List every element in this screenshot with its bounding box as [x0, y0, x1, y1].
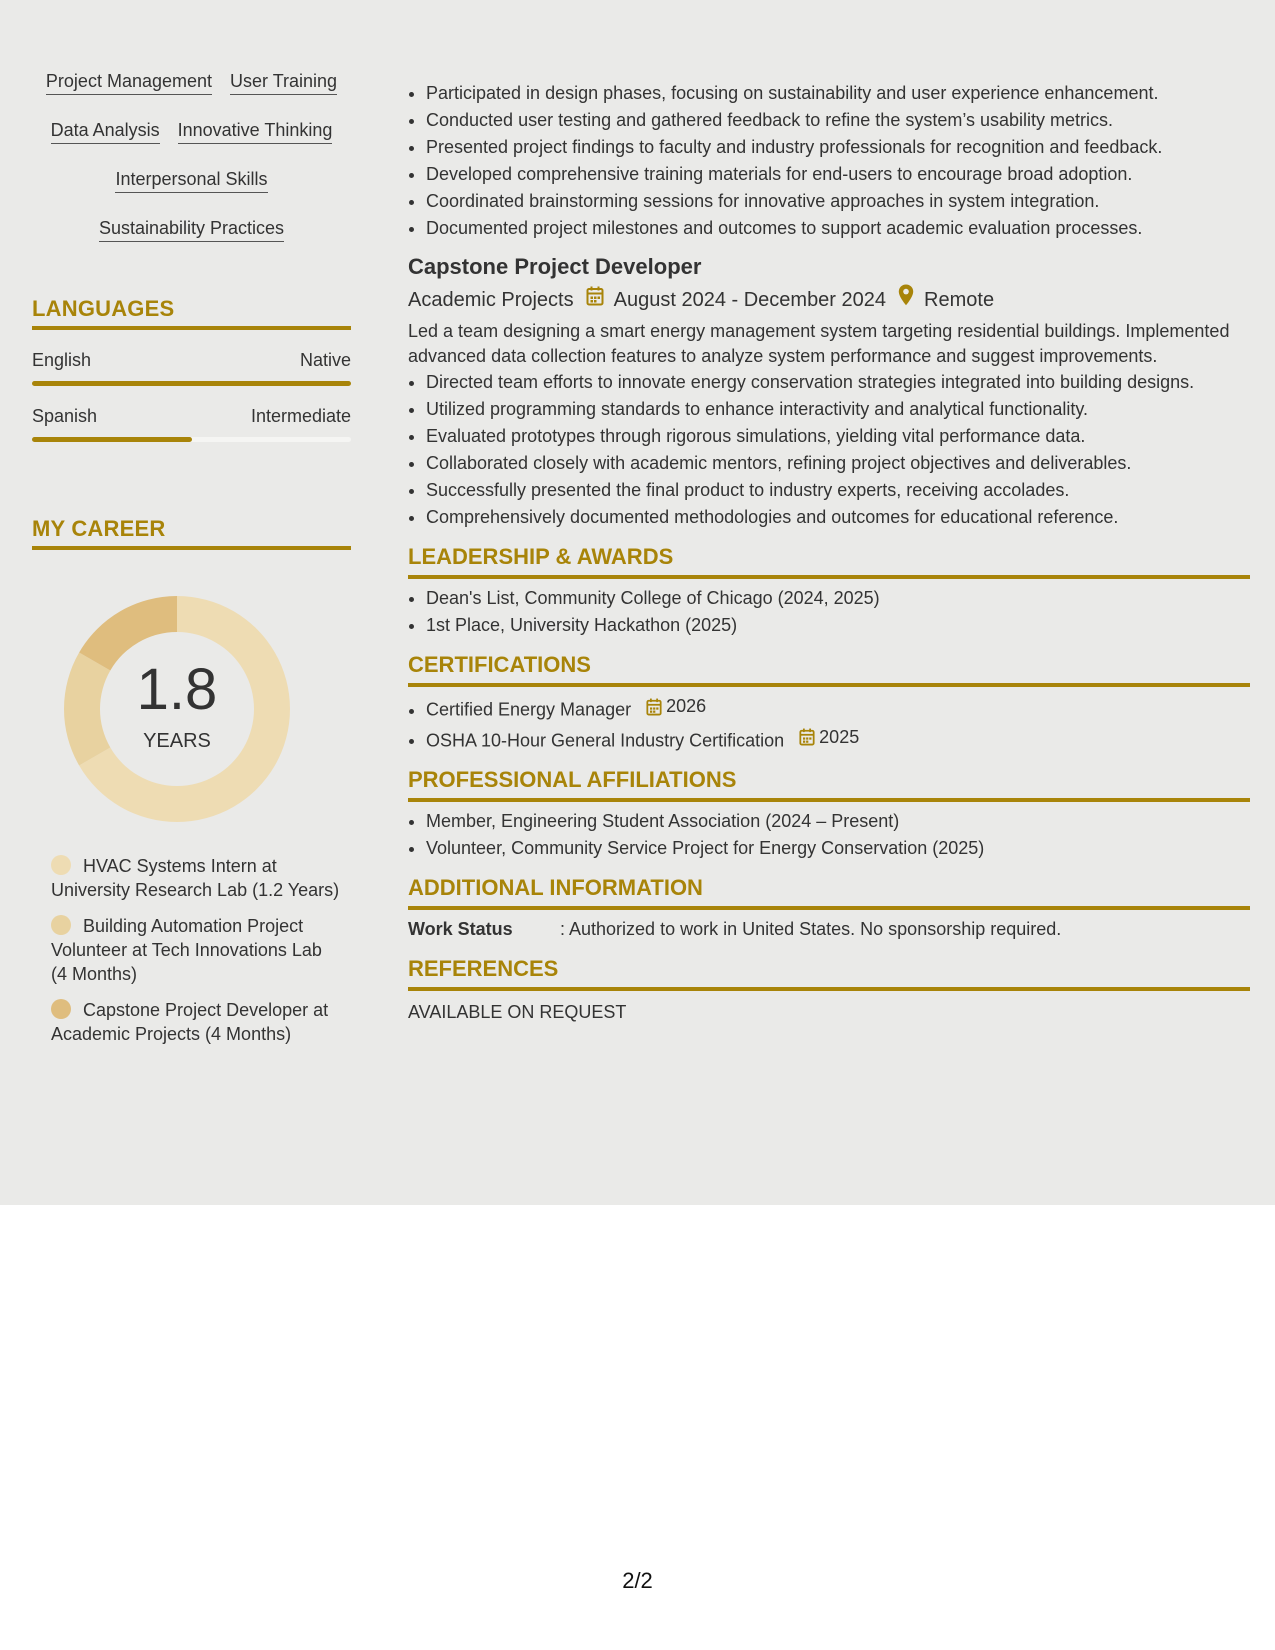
- previous-job-bullets: [408, 80, 1250, 242]
- skills-list: [32, 60, 351, 256]
- language-name: Spanish: [32, 406, 98, 426]
- affiliation-item: • Member, Engineering Student Association (2024 – Present): [426, 808, 1250, 835]
- bullet-item: • Conducted user testing and gathered feedback to refine the system’s usability metrics.: [426, 107, 1250, 134]
- bullet-item: • Comprehensively documented methodologies and outcomes for educational reference.: [426, 504, 1250, 531]
- leadership-list: [408, 585, 1250, 639]
- references-text: AVAILABLE ON REQUEST: [408, 1002, 627, 1022]
- language-level: Intermediate: [250, 406, 351, 426]
- bullet-item: • Directed team efforts to innovate energy conservation strategies integrated into building designs.: [426, 369, 1250, 396]
- calendar-icon: [799, 728, 815, 746]
- affiliations-heading: PROFESSIONAL AFFILIATIONS: [408, 766, 1250, 802]
- work-status-label: Work Status: [408, 919, 513, 939]
- bullet-item: • Participated in design phases, focusing on sustainability and user experience enhancement.: [426, 80, 1250, 107]
- calendar-icon: [586, 285, 604, 315]
- career-legend-item: [51, 998, 341, 1046]
- skill-tag: Sustainability Practices: [99, 216, 284, 242]
- certification-name: Certified Energy Manager: [426, 699, 632, 720]
- calendar-icon: [646, 698, 662, 716]
- career-legend-item: [51, 854, 341, 902]
- certifications-list: [408, 693, 1250, 754]
- language-level-bar: [32, 381, 351, 386]
- certifications-heading: CERTIFICATIONS: [408, 651, 1250, 687]
- award-item: • 1st Place, University Hackathon (2025): [426, 612, 1250, 639]
- bullet-item: • Successfully presented the final product to industry experts, receiving accolades.: [426, 477, 1250, 504]
- career-legend-item: [51, 914, 341, 986]
- certification-item: [426, 693, 1250, 724]
- skill-tag: Innovative Thinking: [178, 118, 333, 144]
- career-legend: [51, 854, 341, 1046]
- legend-dot-icon: [51, 915, 71, 935]
- affiliation-item: • Volunteer, Community Service Project for Energy Conservation (2025): [426, 835, 1250, 862]
- bullet-item: • Documented project milestones and outcomes to support academic evaluation processes.: [426, 215, 1250, 242]
- career-legend-label: HVAC Systems Intern at University Research Lab (1.2 Years): [51, 856, 340, 900]
- bullet-item: • Utilized programming standards to enhance interactivity and analytical functionality.: [426, 396, 1250, 423]
- bullet-item: • Developed comprehensive training materials for end-users to encourage broad adoption.: [426, 161, 1250, 188]
- bullet-item: • Evaluated prototypes through rigorous simulations, yielding vital performance data.: [426, 423, 1250, 450]
- job-location: Remote: [924, 288, 995, 311]
- career-heading: MY CAREER: [32, 516, 351, 550]
- leadership-heading: LEADERSHIP & AWARDS: [408, 543, 1250, 579]
- bullet-item: • Presented project findings to faculty and industry professionals for recognition and feedback.: [426, 134, 1250, 161]
- skill-tag: Interpersonal Skills: [115, 167, 267, 193]
- left-column: [32, 60, 351, 1058]
- references-heading: REFERENCES: [408, 955, 1250, 991]
- bullet-item: • Collaborated closely with academic mentors, refining project objectives and deliverables.: [426, 450, 1250, 477]
- legend-dot-icon: [51, 999, 71, 1019]
- certification-year-wrap: [646, 693, 706, 720]
- right-column: [408, 80, 1250, 1026]
- bullet-item: • Coordinated brainstorming sessions for innovative approaches in system integration.: [426, 188, 1250, 215]
- work-status-value: : Authorized to work in United States. No sponsorship required.: [560, 919, 1062, 939]
- work-status-row: [408, 916, 1250, 943]
- legend-dot-icon: [51, 855, 71, 875]
- language-level-bar: [32, 437, 351, 442]
- career-legend-label: Capstone Project Developer at Academic Projects (4 Months): [51, 1000, 329, 1044]
- job-dates: August 2024 - December 2024: [613, 288, 887, 311]
- job-title: Capstone Project Developer: [408, 254, 702, 279]
- language-item: [32, 406, 351, 442]
- career-donut-chart: [62, 594, 292, 824]
- career-legend-label: Building Automation Project Volunteer at Tech Innovations Lab (4 Months): [51, 916, 322, 984]
- job-company: Academic Projects: [408, 288, 574, 311]
- languages-heading: LANGUAGES: [32, 296, 351, 330]
- award-item: • Dean's List, Community College of Chicago (2024, 2025): [426, 585, 1250, 612]
- job-bullets: [408, 369, 1250, 531]
- affiliations-list: [408, 808, 1250, 862]
- certification-name: OSHA 10-Hour General Industry Certification: [426, 730, 785, 750]
- certification-year: 2025: [819, 726, 860, 747]
- language-item: [32, 350, 351, 386]
- job-meta: [408, 284, 1250, 315]
- certification-year: 2026: [666, 696, 707, 716]
- certification-year-wrap: [799, 724, 859, 751]
- career-unit: YEARS: [143, 730, 211, 752]
- location-pin-icon: [898, 284, 914, 315]
- skill-tag: Project Management: [46, 69, 212, 95]
- language-level: Native: [299, 350, 351, 370]
- language-name: English: [32, 350, 92, 370]
- skill-tag: User Training: [230, 69, 337, 95]
- certification-item: [426, 724, 1250, 755]
- skill-tag: Data Analysis: [51, 118, 160, 144]
- additional-info-heading: ADDITIONAL INFORMATION: [408, 874, 1250, 910]
- language-level-fill: [32, 381, 351, 386]
- page-number: 2/2: [622, 1568, 653, 1593]
- career-total: 1.8: [136, 657, 218, 722]
- language-level-fill: [32, 437, 192, 442]
- job-description: Led a team designing a smart energy management system targeting residential buildings. Implemented advanced data collection features to analyze system performance and suggest improvements.: [408, 321, 1230, 366]
